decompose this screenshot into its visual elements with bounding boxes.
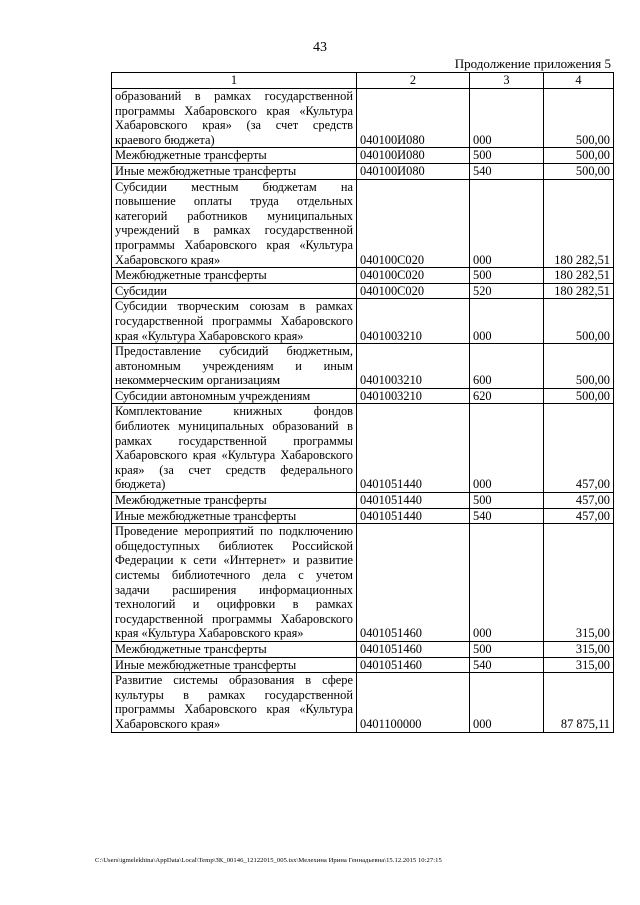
row-expense-type: 000	[470, 179, 544, 268]
row-target-code: 040100И080	[357, 163, 470, 179]
row-amount: 500,00	[544, 148, 614, 164]
row-amount: 457,00	[544, 508, 614, 524]
row-expense-type: 000	[470, 673, 544, 732]
row-description: Межбюджетные трансферты	[112, 148, 357, 164]
row-amount: 500,00	[544, 299, 614, 344]
table-row	[112, 163, 614, 179]
row-expense-type: 000	[470, 299, 544, 344]
row-target-code: 040100С020	[357, 283, 470, 299]
header-col-1: 1	[112, 73, 357, 89]
row-expense-type: 500	[470, 268, 544, 284]
row-expense-type: 500	[470, 641, 544, 657]
row-target-code: 040100И080	[357, 148, 470, 164]
row-amount: 180 282,51	[544, 179, 614, 268]
row-expense-type: 500	[470, 493, 544, 509]
row-expense-type: 520	[470, 283, 544, 299]
row-description: Предоставление субсидий бюджетным, автономным учреждениям и иным некоммерческим организациям	[112, 344, 357, 389]
row-description: образований в рамках государственной программы Хабаровского края «Культура Хабаровского края» (за счет средств краевого бюджета)	[112, 89, 357, 148]
row-expense-type: 000	[470, 89, 544, 148]
row-target-code: 0401100000	[357, 673, 470, 732]
row-amount: 315,00	[544, 524, 614, 642]
row-amount: 457,00	[544, 404, 614, 493]
page-number: 43	[313, 40, 327, 55]
table-row	[112, 283, 614, 299]
row-amount: 500,00	[544, 344, 614, 389]
table-row	[112, 388, 614, 404]
row-description: Иные межбюджетные трансферты	[112, 508, 357, 524]
table-row	[112, 657, 614, 673]
table-row	[112, 641, 614, 657]
header-row	[112, 73, 614, 89]
table-row	[112, 179, 614, 268]
row-amount: 500,00	[544, 388, 614, 404]
header-col-3: 3	[470, 73, 544, 89]
row-expense-type: 540	[470, 163, 544, 179]
row-amount: 180 282,51	[544, 268, 614, 284]
row-description: Проведение мероприятий по подключению общедоступных библиотек Российской Федерации к сети «Интернет» и развитие системы библиотечного дела с учетом задачи расширения информационных технологий и оцифровки в рамках государственной программы Хабаровского края «Культура Хабаровского края»	[112, 524, 357, 642]
row-amount: 315,00	[544, 641, 614, 657]
budget-table	[111, 72, 614, 733]
row-expense-type: 540	[470, 508, 544, 524]
row-description: Комплектование книжных фондов библиотек муниципальных образований в рамках государственной программы Хабаровского края «Культура Хабаровского края» (за счет средств федерального бюджета)	[112, 404, 357, 493]
row-target-code: 040100И080	[357, 89, 470, 148]
row-description: Межбюджетные трансферты	[112, 268, 357, 284]
row-target-code: 0401003210	[357, 299, 470, 344]
table-row	[112, 673, 614, 732]
row-target-code: 0401003210	[357, 344, 470, 389]
row-description: Развитие системы образования в сфере культуры в рамках государственной программы Хабаровского края «Культура Хабаровского края»	[112, 673, 357, 732]
row-target-code: 0401003210	[357, 388, 470, 404]
table-row	[112, 344, 614, 389]
table-row	[112, 268, 614, 284]
table-row	[112, 89, 614, 148]
row-description: Межбюджетные трансферты	[112, 641, 357, 657]
file-path-footer: C:\Users\igmelekhina\AppData\Local\Temp\ЗК_00146_12122015_005.tsx\Мелехина Ирина Геннадьевна\15.12.2015 10:27:15	[95, 857, 442, 864]
row-target-code: 0401051460	[357, 641, 470, 657]
row-amount: 315,00	[544, 657, 614, 673]
row-target-code: 0401051460	[357, 657, 470, 673]
table-row	[112, 508, 614, 524]
table-row	[112, 299, 614, 344]
row-target-code: 0401051440	[357, 508, 470, 524]
continuation-label: Продолжение приложения 5	[454, 56, 611, 71]
row-amount: 87 875,11	[544, 673, 614, 732]
row-expense-type: 000	[470, 524, 544, 642]
row-target-code: 040100С020	[357, 268, 470, 284]
row-amount: 457,00	[544, 493, 614, 509]
row-expense-type: 600	[470, 344, 544, 389]
header-col-4: 4	[544, 73, 614, 89]
row-amount: 500,00	[544, 163, 614, 179]
table-row	[112, 493, 614, 509]
row-description: Межбюджетные трансферты	[112, 493, 357, 509]
row-description: Субсидии	[112, 283, 357, 299]
row-target-code: 0401051440	[357, 493, 470, 509]
row-amount: 500,00	[544, 89, 614, 148]
table-row	[112, 524, 614, 642]
row-expense-type: 540	[470, 657, 544, 673]
row-target-code: 0401051440	[357, 404, 470, 493]
row-description: Иные межбюджетные трансферты	[112, 163, 357, 179]
row-description: Субсидии творческим союзам в рамках государственной программы Хабаровского края «Культура Хабаровского края»	[112, 299, 357, 344]
row-target-code: 0401051460	[357, 524, 470, 642]
header-col-2: 2	[357, 73, 470, 89]
row-description: Иные межбюджетные трансферты	[112, 657, 357, 673]
row-target-code: 040100С020	[357, 179, 470, 268]
row-amount: 180 282,51	[544, 283, 614, 299]
table-row	[112, 148, 614, 164]
table-row	[112, 404, 614, 493]
row-description: Субсидии местным бюджетам на повышение оплаты труда отдельных категорий работников муниципальных учреждений в рамках государственной программы Хабаровского края «Культура Хабаровского края»	[112, 179, 357, 268]
row-expense-type: 620	[470, 388, 544, 404]
row-expense-type: 500	[470, 148, 544, 164]
row-description: Субсидии автономным учреждениям	[112, 388, 357, 404]
row-expense-type: 000	[470, 404, 544, 493]
